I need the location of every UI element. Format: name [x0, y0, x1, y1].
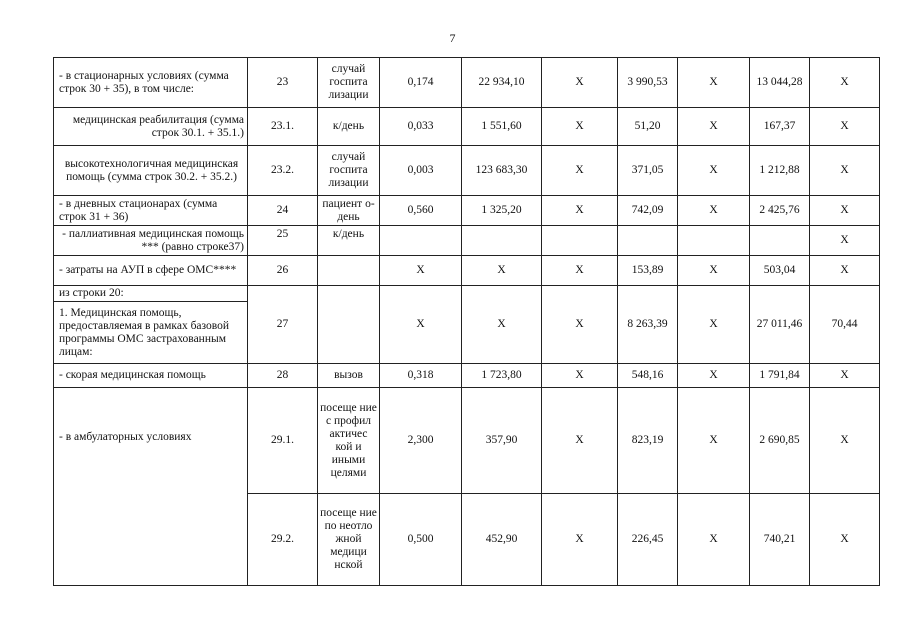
cell-value: X	[542, 196, 618, 226]
row-unit: вызов	[318, 364, 380, 388]
row-unit: случай госпита лизации	[318, 146, 380, 196]
row-name: - в дневных стационарах (сумма строк 31 + 36)	[54, 196, 248, 226]
cell-value: 1 212,88	[750, 146, 810, 196]
cell-value: X	[380, 256, 462, 286]
cell-value: 452,90	[462, 494, 542, 586]
cell-value: X	[678, 364, 750, 388]
cell-value: 357,90	[462, 388, 542, 494]
table-row	[54, 196, 880, 226]
cell-value: X	[678, 58, 750, 108]
cell-value: 1 325,20	[462, 196, 542, 226]
cell-value: 742,09	[618, 196, 678, 226]
table-row	[54, 256, 880, 286]
row-code: 23.2.	[248, 146, 318, 196]
row-code: 23.1.	[248, 108, 318, 146]
cell-value: X	[542, 388, 618, 494]
row-name: высокотехнологичная медицинская помощь (сумма строк 30.2. + 35.2.)	[54, 146, 248, 196]
row-unit: посеще ние с профил актичес кой и иными целями	[318, 388, 380, 494]
cell-value: X	[810, 388, 880, 494]
row-name: из строки 20:	[54, 286, 248, 302]
cell-value: X	[810, 256, 880, 286]
cell-value: 503,04	[750, 256, 810, 286]
cell-value: X	[678, 256, 750, 286]
cell-value: X	[542, 58, 618, 108]
cell-value: X	[810, 58, 880, 108]
cell-value: X	[678, 388, 750, 494]
cell-value: 823,19	[618, 388, 678, 494]
cell-value: X	[542, 108, 618, 146]
row-name: - в стационарных условиях (сумма строк 30 + 35), в том числе:	[54, 58, 248, 108]
cell-value: 167,37	[750, 108, 810, 146]
cell-value: 2 425,76	[750, 196, 810, 226]
cell-value	[542, 226, 618, 256]
cell-value: 51,20	[618, 108, 678, 146]
row-code: 29.2.	[248, 494, 318, 586]
cell-value: X	[810, 364, 880, 388]
cell-value: 0,174	[380, 58, 462, 108]
cell-value: 0,033	[380, 108, 462, 146]
cell-value: 548,16	[618, 364, 678, 388]
cell-value: 22 934,10	[462, 58, 542, 108]
cell-value: X	[542, 146, 618, 196]
cell-value: 226,45	[618, 494, 678, 586]
row-name: - затраты на АУП в сфере ОМС****	[54, 256, 248, 286]
cell-value: 13 044,28	[750, 58, 810, 108]
row-code: 27	[248, 286, 318, 364]
row-unit	[318, 286, 380, 364]
cell-value: X	[810, 494, 880, 586]
cell-value: 740,21	[750, 494, 810, 586]
cell-value: 153,89	[618, 256, 678, 286]
cell-value	[678, 226, 750, 256]
cell-value: X	[810, 226, 880, 256]
row-code: 23	[248, 58, 318, 108]
table-row	[54, 286, 880, 302]
cell-value: 27 011,46	[750, 286, 810, 364]
cell-value: 0,318	[380, 364, 462, 388]
table-row	[54, 226, 880, 256]
cell-value: 1 723,80	[462, 364, 542, 388]
row-unit: к/день	[318, 226, 380, 256]
cell-value: X	[678, 146, 750, 196]
row-name: медицинская реабилитация (сумма строк 30.1. + 35.1.)	[54, 108, 248, 146]
page-number: 7	[449, 31, 456, 45]
table-row	[54, 364, 880, 388]
cell-value: X	[542, 364, 618, 388]
cell-value	[750, 226, 810, 256]
cell-value: 2 690,85	[750, 388, 810, 494]
cell-value: 70,44	[810, 286, 880, 364]
cell-value: X	[810, 196, 880, 226]
row-code: 28	[248, 364, 318, 388]
row-code: 25	[248, 226, 318, 256]
row-unit: к/день	[318, 108, 380, 146]
cell-value: 0,560	[380, 196, 462, 226]
cell-value: X	[542, 256, 618, 286]
cell-value: 3 990,53	[618, 58, 678, 108]
cell-value: 0,500	[380, 494, 462, 586]
cell-value: 123 683,30	[462, 146, 542, 196]
cell-value: 1 791,84	[750, 364, 810, 388]
cell-value: X	[810, 108, 880, 146]
row-unit: пациент о-день	[318, 196, 380, 226]
row-name: - паллиативная медицинская помощь *** (равно строке37)	[54, 226, 248, 256]
cell-value	[618, 226, 678, 256]
cell-value: 1 551,60	[462, 108, 542, 146]
cell-value: 8 263,39	[618, 286, 678, 364]
row-unit: посеще ние по неотло жной медици нской	[318, 494, 380, 586]
cell-value: X	[380, 286, 462, 364]
table-row	[54, 58, 880, 108]
cell-value: X	[462, 286, 542, 364]
row-unit	[318, 256, 380, 286]
row-code: 24	[248, 196, 318, 226]
table-row	[54, 108, 880, 146]
table-row	[54, 146, 880, 196]
cell-value: X	[810, 146, 880, 196]
table-row	[54, 388, 880, 494]
row-name: 1. Медицинская помощь, предоставляемая в рамках базовой программы ОМС застрахованным лицам:	[54, 302, 248, 364]
cell-value: X	[542, 286, 618, 364]
cell-value: 0,003	[380, 146, 462, 196]
cell-value: X	[462, 256, 542, 286]
cell-value: X	[678, 108, 750, 146]
row-name: - в амбулаторных условиях	[54, 388, 248, 586]
row-unit: случай госпита лизации	[318, 58, 380, 108]
cell-value: 2,300	[380, 388, 462, 494]
cell-value: X	[678, 286, 750, 364]
row-code: 26	[248, 256, 318, 286]
cell-value: 371,05	[618, 146, 678, 196]
cell-value: X	[678, 196, 750, 226]
cell-value: X	[542, 494, 618, 586]
cell-value	[380, 226, 462, 256]
row-code: 29.1.	[248, 388, 318, 494]
cell-value	[462, 226, 542, 256]
cell-value: X	[678, 494, 750, 586]
row-name: - скорая медицинская помощь	[54, 364, 248, 388]
financing-table	[53, 57, 880, 586]
